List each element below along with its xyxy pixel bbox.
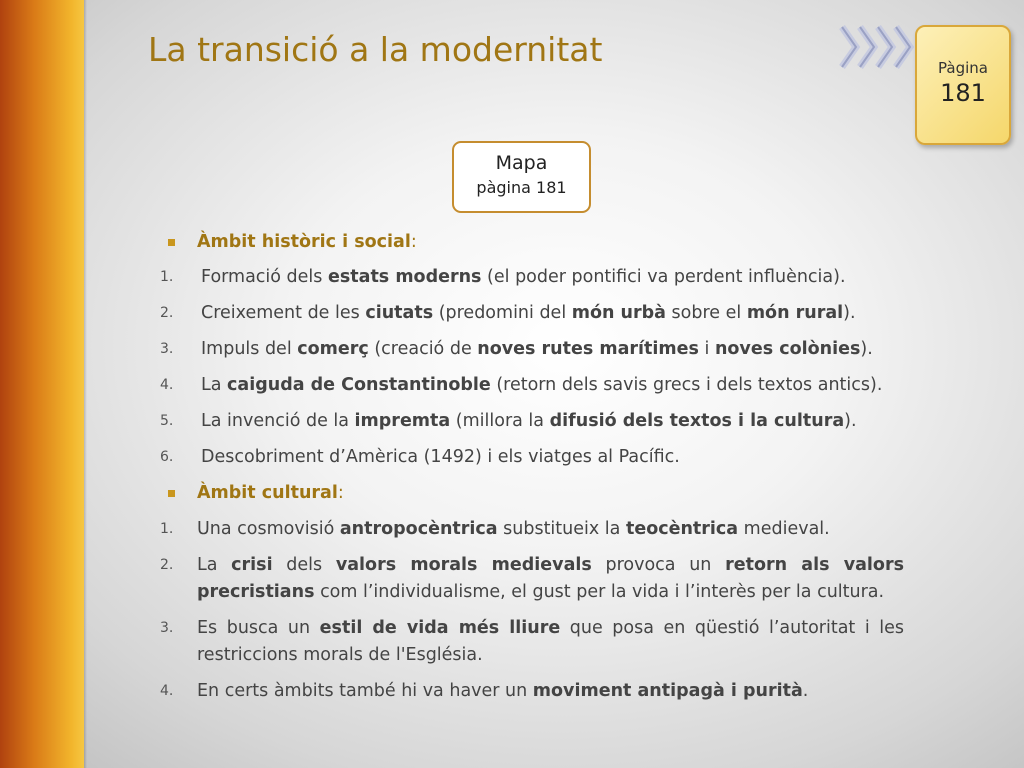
- section-heading: [197, 480, 344, 507]
- bold-text: caiguda de Constantinoble: [227, 375, 491, 395]
- text-run: ).: [843, 303, 856, 323]
- text-run: (predomini del: [433, 303, 572, 323]
- bold-text: estats moderns: [327, 267, 482, 287]
- list-item: [197, 678, 904, 705]
- text-run: Creixement de les: [201, 303, 366, 323]
- map-box-title: Mapa: [495, 152, 548, 174]
- bold-text: estil de vida més lliure: [319, 618, 561, 638]
- bold-text: ciutats: [365, 303, 434, 323]
- text-run: Descobriment d’Amèrica (1492) i els viatges al Pacífic.: [201, 447, 680, 467]
- list-number: 2.: [160, 557, 174, 573]
- bold-text: comerç: [297, 339, 369, 359]
- text-run: (retorn dels savis grecs i dels textos antics).: [490, 375, 883, 395]
- text-run: (millora la: [450, 411, 550, 431]
- list-item: [201, 300, 856, 327]
- list-item: [201, 372, 882, 399]
- bold-text: valors morals medievals: [335, 555, 592, 575]
- text-run: La: [201, 375, 228, 395]
- slide-title: La transició a la modernitat: [148, 30, 603, 69]
- list-item: [201, 264, 846, 291]
- section-heading: [197, 229, 417, 256]
- text-run: (creació de: [368, 339, 478, 359]
- page-badge-label: Pàgina: [938, 59, 988, 77]
- page-badge-number: 181: [940, 79, 986, 107]
- list-item: [201, 444, 680, 471]
- text-run: (el poder pontifici va perdent influència).: [481, 267, 846, 287]
- list-item: [201, 336, 873, 363]
- bold-text: retorn als valors precristians: [197, 555, 904, 602]
- list-number: 3.: [160, 620, 174, 636]
- bold-text: noves rutes marítimes: [477, 339, 699, 359]
- text-run: .: [802, 681, 809, 701]
- bold-text: món urbà: [571, 303, 666, 323]
- list-number: 1.: [160, 269, 174, 285]
- list-item: [197, 615, 904, 669]
- text-run: En certs àmbits també hi va haver un: [197, 681, 533, 701]
- list-item: [197, 516, 904, 543]
- list-number: 5.: [160, 413, 174, 429]
- bold-text: antropocèntrica: [339, 519, 498, 539]
- section-heading-text: Àmbit cultural: [197, 483, 338, 503]
- text-run: medieval.: [738, 519, 830, 539]
- text-run: Impuls del: [201, 339, 298, 359]
- text-run: ).: [844, 411, 857, 431]
- square-bullet-icon: [168, 490, 175, 497]
- page-badge: [915, 25, 1011, 145]
- text-run: La: [197, 555, 232, 575]
- heading-colon: :: [337, 483, 344, 503]
- text-run: La invenció de la: [201, 411, 355, 431]
- decorative-sidebar: [0, 0, 84, 768]
- bold-text: difusió dels textos i la cultura: [549, 411, 845, 431]
- square-bullet-icon: [168, 239, 175, 246]
- text-run: Formació dels: [201, 267, 328, 287]
- sidebar-shadow: [84, 0, 87, 768]
- heading-colon: :: [410, 232, 417, 252]
- list-item: [201, 408, 857, 435]
- text-run: com l’individualisme, el gust per la vida i l’interès per la cultura.: [314, 582, 885, 602]
- list-number: 3.: [160, 341, 174, 357]
- text-run: ).: [860, 339, 873, 359]
- list-number: 1.: [160, 521, 174, 537]
- bold-text: moviment antipagà i purità: [532, 681, 803, 701]
- list-item: [197, 552, 904, 606]
- bold-text: impremta: [354, 411, 451, 431]
- list-number: 2.: [160, 305, 174, 321]
- text-run: que posa en qüestió l’autoritat i les restriccions morals de l'Església.: [197, 618, 904, 665]
- text-run: provoca un: [591, 555, 726, 575]
- text-run: dels: [272, 555, 336, 575]
- section-heading-text: Àmbit històric i social: [197, 232, 411, 252]
- list-number: 6.: [160, 449, 174, 465]
- map-box-page: pàgina 181: [476, 178, 567, 197]
- text-run: sobre el: [665, 303, 747, 323]
- map-reference-box: [452, 141, 591, 213]
- bold-text: teocèntrica: [625, 519, 739, 539]
- list-number: 4.: [160, 377, 174, 393]
- bold-text: noves colònies: [714, 339, 861, 359]
- bold-text: crisi: [231, 555, 273, 575]
- chevron-right-icon: [836, 22, 916, 72]
- list-number: 4.: [160, 683, 174, 699]
- text-run: i: [698, 339, 715, 359]
- text-run: Una cosmovisió: [197, 519, 340, 539]
- text-run: Es busca un: [197, 618, 320, 638]
- text-run: substitueix la: [497, 519, 626, 539]
- bold-text: món rural: [746, 303, 844, 323]
